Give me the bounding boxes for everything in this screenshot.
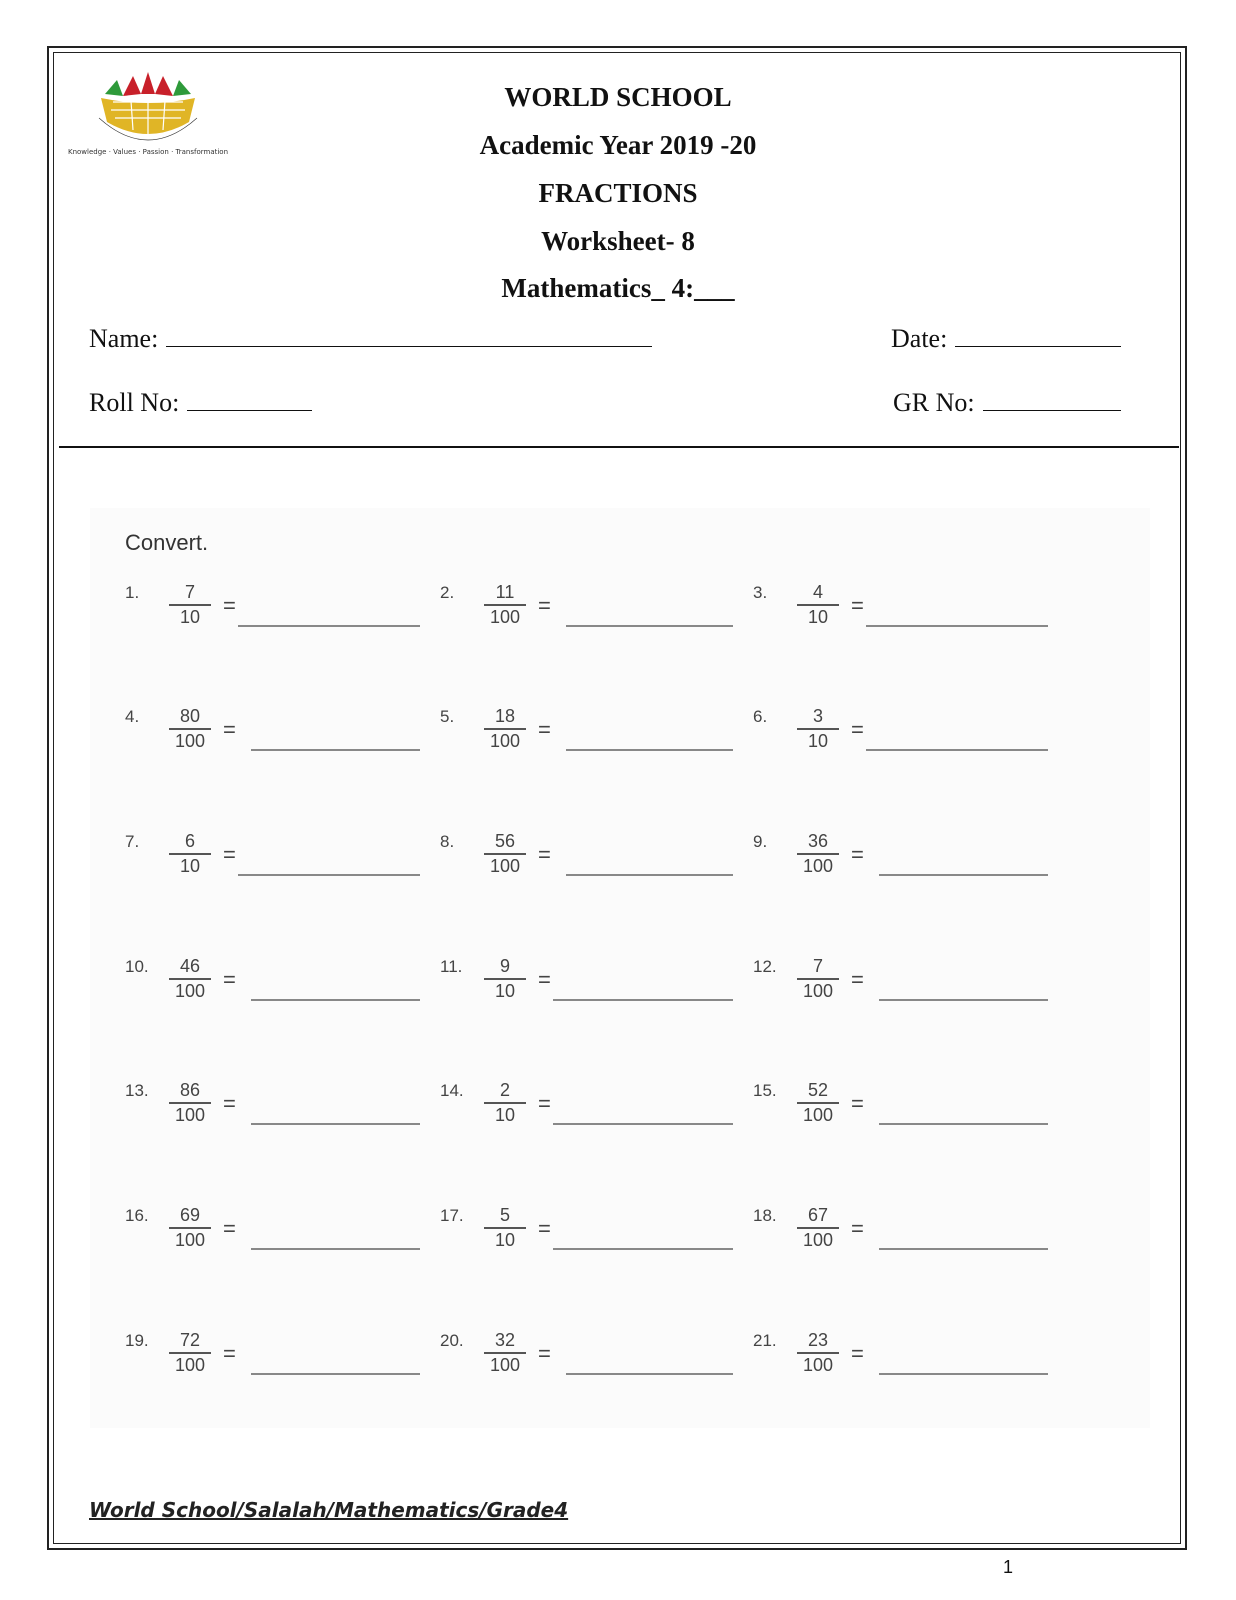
problem-number: 16. — [125, 1206, 149, 1225]
problem-number: 21. — [753, 1331, 777, 1350]
answer-blank[interactable] — [879, 999, 1048, 1001]
fraction-numerator: 4 — [812, 582, 823, 602]
answer-blank[interactable] — [251, 1123, 420, 1125]
answer-blank[interactable] — [251, 999, 420, 1001]
answer-blank[interactable] — [566, 1373, 733, 1375]
instruction: Convert. — [125, 530, 209, 555]
equals-sign: = — [538, 593, 551, 618]
fraction — [793, 1079, 843, 1126]
fraction — [165, 1329, 215, 1376]
problem-number: 6. — [753, 707, 768, 726]
problem-8 — [440, 831, 740, 894]
fraction-numerator: 23 — [807, 1330, 829, 1350]
name-label: Name: — [89, 324, 159, 353]
equals-sign: = — [223, 967, 236, 992]
problem-number: 19. — [125, 1331, 149, 1350]
answer-blank[interactable] — [566, 625, 733, 627]
equals-sign: = — [223, 842, 236, 867]
problem-number: 9. — [753, 832, 768, 851]
equals-sign: = — [538, 842, 551, 867]
fraction-denominator: 100 — [489, 607, 521, 627]
problem-number: 2. — [440, 583, 455, 602]
fraction — [480, 830, 530, 877]
date-field[interactable] — [891, 322, 1121, 354]
problem-number: 18. — [753, 1206, 777, 1225]
equals-sign: = — [223, 1341, 236, 1366]
problem-21 — [753, 1330, 1053, 1393]
problem-10 — [125, 956, 425, 1019]
fraction — [165, 830, 215, 877]
fraction-denominator: 100 — [489, 856, 521, 876]
problem-15 — [753, 1080, 1053, 1143]
subject-title: Mathematics_ 4:___ — [501, 273, 735, 303]
equals-sign: = — [538, 967, 551, 992]
fraction — [165, 1079, 215, 1126]
fraction — [165, 955, 215, 1002]
equals-sign: = — [851, 1341, 864, 1366]
problem-number: 20. — [440, 1331, 464, 1350]
problem-9 — [753, 831, 1053, 894]
problem-12 — [753, 956, 1053, 1019]
name-blank[interactable] — [166, 322, 652, 347]
fraction-numerator: 56 — [494, 831, 516, 851]
problem-number: 12. — [753, 957, 777, 976]
problem-17 — [440, 1205, 740, 1268]
fraction — [793, 581, 843, 628]
page-number: 1 — [1003, 1557, 1014, 1577]
fraction — [480, 1204, 530, 1251]
answer-blank[interactable] — [566, 749, 733, 751]
problem-number: 7. — [125, 832, 140, 851]
problem-number: 5. — [440, 707, 455, 726]
equals-sign: = — [851, 717, 864, 742]
problem-3 — [753, 582, 1053, 645]
problem-1 — [125, 582, 425, 645]
answer-blank[interactable] — [879, 1373, 1048, 1375]
problem-number: 17. — [440, 1206, 464, 1225]
fraction — [480, 1079, 530, 1126]
fraction-numerator: 2 — [499, 1080, 510, 1100]
roll-field[interactable] — [89, 386, 312, 418]
date-blank[interactable] — [955, 322, 1121, 347]
fraction-numerator: 6 — [184, 831, 195, 851]
fraction-denominator: 100 — [489, 1355, 521, 1375]
answer-blank[interactable] — [251, 749, 420, 751]
fraction-numerator: 46 — [179, 956, 201, 976]
equals-sign: = — [223, 1216, 236, 1241]
fraction-denominator: 10 — [179, 607, 201, 627]
fraction — [480, 955, 530, 1002]
problem-number: 3. — [753, 583, 768, 602]
problem-14 — [440, 1080, 740, 1143]
name-field[interactable] — [89, 322, 652, 354]
equals-sign: = — [223, 593, 236, 618]
fraction-numerator: 67 — [807, 1205, 829, 1225]
fraction — [165, 1204, 215, 1251]
problem-5 — [440, 706, 740, 769]
problem-4 — [125, 706, 425, 769]
fraction — [793, 705, 843, 752]
equals-sign: = — [538, 717, 551, 742]
fraction — [793, 955, 843, 1002]
problem-19 — [125, 1330, 425, 1393]
gr-label: GR No: — [893, 388, 975, 417]
problem-number: 11. — [440, 957, 463, 976]
answer-blank[interactable] — [879, 874, 1048, 876]
answer-blank[interactable] — [866, 749, 1048, 751]
fraction-numerator: 11 — [495, 582, 515, 602]
fraction-denominator: 100 — [802, 1355, 834, 1375]
fraction-denominator: 100 — [802, 1105, 834, 1125]
answer-blank[interactable] — [553, 1248, 733, 1250]
date-label: Date: — [891, 324, 948, 353]
answer-blank[interactable] — [251, 1373, 420, 1375]
fraction-numerator: 36 — [807, 831, 829, 851]
equals-sign: = — [851, 1216, 864, 1241]
fraction — [480, 1329, 530, 1376]
fraction-numerator: 7 — [184, 582, 195, 602]
problem-number: 13. — [125, 1081, 149, 1100]
answer-blank[interactable] — [238, 874, 420, 876]
fraction-numerator: 32 — [494, 1330, 516, 1350]
roll-label: Roll No: — [89, 388, 180, 417]
problem-number: 8. — [440, 832, 455, 851]
school-name: WORLD SCHOOL — [504, 82, 732, 112]
fraction-denominator: 100 — [174, 1355, 206, 1375]
problem-number: 1. — [125, 583, 140, 602]
gr-field[interactable] — [893, 386, 1121, 418]
problem-number: 15. — [753, 1081, 777, 1100]
problem-20 — [440, 1330, 740, 1393]
academic-year: Academic Year 2019 -20 — [479, 130, 757, 160]
fraction-denominator: 100 — [174, 1230, 206, 1250]
fraction-numerator: 9 — [499, 956, 510, 976]
problem-7 — [125, 831, 425, 894]
fraction-denominator: 100 — [174, 981, 206, 1001]
problem-number: 14. — [440, 1081, 464, 1100]
footer-path: World School/Salalah/Mathematics/Grade4 — [89, 1498, 569, 1522]
problem-number: 4. — [125, 707, 140, 726]
answer-blank[interactable] — [866, 625, 1048, 627]
fraction — [165, 581, 215, 628]
worksheet-number: Worksheet- 8 — [541, 226, 695, 256]
problem-6 — [753, 706, 1053, 769]
fraction — [480, 581, 530, 628]
answer-blank[interactable] — [566, 874, 733, 876]
fraction-denominator: 10 — [494, 981, 516, 1001]
fraction-denominator: 10 — [494, 1105, 516, 1125]
fraction — [793, 1204, 843, 1251]
equals-sign: = — [223, 1091, 236, 1116]
equals-sign: = — [851, 842, 864, 867]
equals-sign: = — [851, 1091, 864, 1116]
fraction-numerator: 86 — [179, 1080, 201, 1100]
fraction-denominator: 10 — [807, 731, 829, 751]
problem-13 — [125, 1080, 425, 1143]
fraction-numerator: 18 — [494, 706, 516, 726]
fraction-numerator: 5 — [499, 1205, 510, 1225]
fraction-denominator: 100 — [802, 1230, 834, 1250]
fraction-denominator: 10 — [494, 1230, 516, 1250]
answer-blank[interactable] — [879, 1123, 1048, 1125]
answer-blank[interactable] — [553, 1123, 733, 1125]
fraction-numerator: 72 — [179, 1330, 201, 1350]
problem-2 — [440, 582, 740, 645]
fraction-numerator: 52 — [807, 1080, 829, 1100]
fraction-denominator: 100 — [802, 981, 834, 1001]
fraction — [480, 705, 530, 752]
fraction-numerator: 3 — [812, 706, 823, 726]
worksheet-topic: FRACTIONS — [538, 178, 698, 208]
problem-16 — [125, 1205, 425, 1268]
equals-sign: = — [851, 593, 864, 618]
fraction — [793, 830, 843, 877]
fraction — [793, 1329, 843, 1376]
header-divider — [59, 446, 1179, 448]
problem-18 — [753, 1205, 1053, 1268]
fraction-denominator: 100 — [174, 731, 206, 751]
fraction-denominator: 10 — [807, 607, 829, 627]
equals-sign: = — [538, 1341, 551, 1366]
fraction-numerator: 80 — [179, 706, 201, 726]
answer-blank[interactable] — [251, 1248, 420, 1250]
fraction-numerator: 7 — [812, 956, 823, 976]
fraction-numerator: 69 — [179, 1205, 201, 1225]
fraction-denominator: 100 — [802, 856, 834, 876]
equals-sign: = — [223, 717, 236, 742]
equals-sign: = — [538, 1216, 551, 1241]
svg-text:Knowledge · Values · Passion ·: Knowledge · Values · Passion · Transformation — [67, 148, 229, 156]
gr-blank[interactable] — [983, 386, 1121, 411]
roll-blank[interactable] — [187, 386, 312, 411]
fraction-denominator: 100 — [489, 731, 521, 751]
answer-blank[interactable] — [553, 999, 733, 1001]
equals-sign: = — [851, 967, 864, 992]
answer-blank[interactable] — [238, 625, 420, 627]
fraction-denominator: 100 — [174, 1105, 206, 1125]
fraction — [165, 705, 215, 752]
problem-number: 10. — [125, 957, 149, 976]
problem-11 — [440, 956, 740, 1019]
equals-sign: = — [538, 1091, 551, 1116]
answer-blank[interactable] — [879, 1248, 1048, 1250]
fraction-denominator: 10 — [179, 856, 201, 876]
